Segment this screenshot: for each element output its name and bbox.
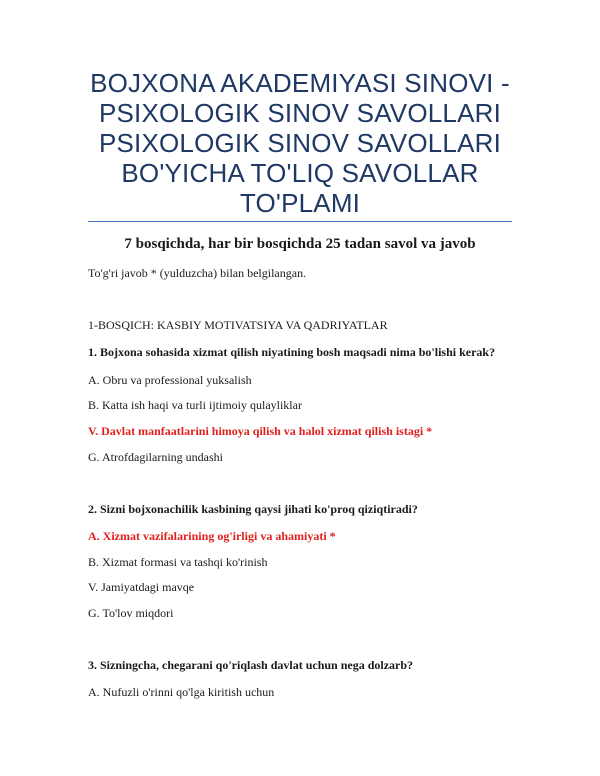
section-heading: 1-BOSQICH: KASBIY MOTIVATSIYA VA QADRIYATLAR: [88, 318, 388, 332]
title-line: TO'PLAMI: [239, 188, 361, 218]
answer-option-correct: A. Xizmat vazifalarining og'irligi va ahamiyati *: [88, 529, 336, 543]
answer-option: G. To'lov miqdori: [88, 606, 174, 620]
answer-option: G. Atrofdagilarning undashi: [88, 450, 223, 464]
document-subtitle: 7 bosqichda, har bir bosqichda 25 tadan savol va javob: [124, 236, 476, 252]
answer-option: B. Xizmat formasi va tashqi ko'rinish: [88, 555, 268, 569]
answer-key-note: To'g'ri javob * (yulduzcha) bilan belgilangan.: [88, 266, 307, 280]
answer-option: B. Katta ish haqi va turli ijtimoiy qulayliklar: [88, 398, 302, 412]
question-text: 3. Sizningcha, chegarani qo'riqlash davlat uchun nega dolzarb?: [88, 658, 414, 672]
question-text: 2. Sizni bojxonachilik kasbining qaysi jihati ko'proq qiziqtiradi?: [88, 502, 418, 516]
title-line: BO'YICHA TO'LIQ SAVOLLAR: [121, 158, 479, 188]
answer-option-correct: V. Davlat manfaatlarini himoya qilish va halol xizmat qilish istagi *: [88, 424, 433, 438]
answer-option: V. Jamiyatdagi mavqe: [88, 580, 195, 594]
title-divider: [88, 221, 512, 222]
title-line: PSIXOLOGIK SINOV SAVOLLARI: [98, 98, 502, 128]
title-line: BOJXONA AKADEMIYASI SINOVI -: [90, 68, 510, 98]
title-line: PSIXOLOGIK SINOV SAVOLLARI: [98, 128, 502, 158]
answer-option: A. Obru va professional yuksalish: [88, 373, 252, 387]
document-title: [88, 68, 512, 218]
question-text: 1. Bojxona sohasida xizmat qilish niyatining bosh maqsadi nima bo'lishi kerak?: [88, 345, 496, 359]
answer-option: A. Nufuzli o'rinni qo'lga kiritish uchun: [88, 685, 275, 699]
